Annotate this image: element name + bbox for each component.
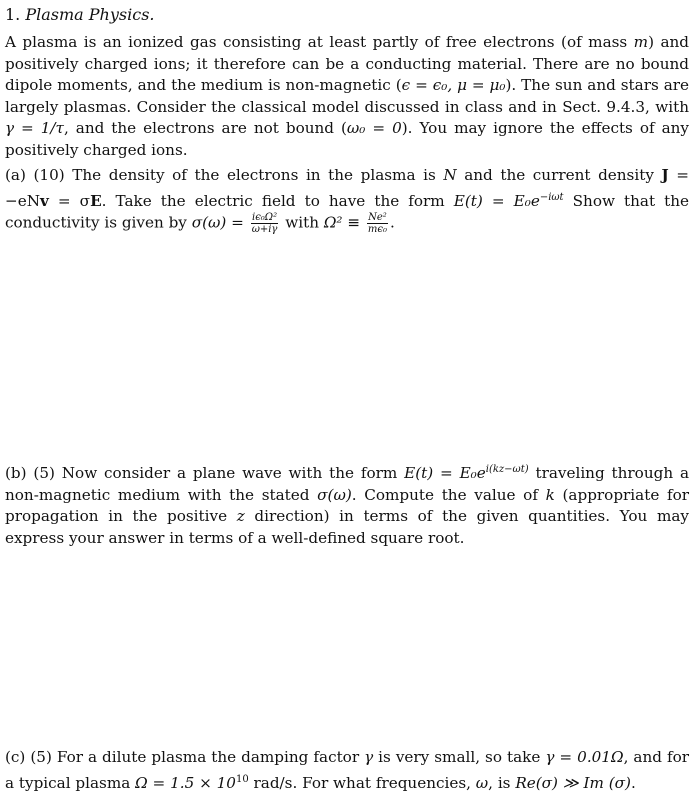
problem-name: Plasma Physics.: [25, 5, 155, 24]
conductivity-fraction: $\frac{\text{iϵ₀Ω²}}{\omega+i\gamma}$: [251, 212, 278, 236]
document-page: [5, 4, 690, 792]
problem-title: [5, 4, 689, 25]
part-a-paragraph: (a) (10) The density of the electrons in the plasma is N and the current density J = −eNv = σE. Take the electric field to have the form $E(t) = E_0e^{-i\omega t}$ Show that the conductivity is given by σ(ω) = $\frac{\text{iϵ₀Ω²}}{\omega+i\gamma}$ with Ω² ≡ $\frac{\text{Ne²}}{\text{mϵ₀}}$ .: [5, 166, 689, 236]
plasma-frequency-fraction: $\frac{\text{Ne²}}{\text{mϵ₀}}$: [367, 212, 387, 236]
part-b-paragraph: (b) (5) Now consider a plane wave with the form $E(t) = E_0e^{i(kz-\omega t)}$ traveling through a non-magnetic medium with the stated σ(ω). Compute the value of k (appropriate for propagation in the positive z direction) in terms of the given quantities. You may express your answer in terms of a well-defined square root.: [5, 464, 690, 547]
intro-paragraph: A plasma is an ionized gas consisting at least partly of free electrons (of mass m) and positively charged ions; it therefore can be a conducting material. There are no bound dipole moments, and the medium is non-magnetic (ϵ = ϵ₀, μ = μ₀). The sun and stars are largely plasmas. Consider the classical model discussed in class and in Sect. 9.4.3, with γ = 1/τ, and the electrons are not bound (ω₀ = 0). You may ignore the effects of any positively charged ions.: [5, 33, 690, 159]
part-c-paragraph: (c) (5) For a dilute plasma the damping factor γ is very small, so take γ = 0.01Ω, and for a typical plasma $\Omega = 1.5 \times 10^{10}$ rad/s. For what frequencies, ω, is Re(σ) ≫ Im (σ).: [5, 748, 689, 792]
problem-number: 1.: [5, 5, 21, 24]
